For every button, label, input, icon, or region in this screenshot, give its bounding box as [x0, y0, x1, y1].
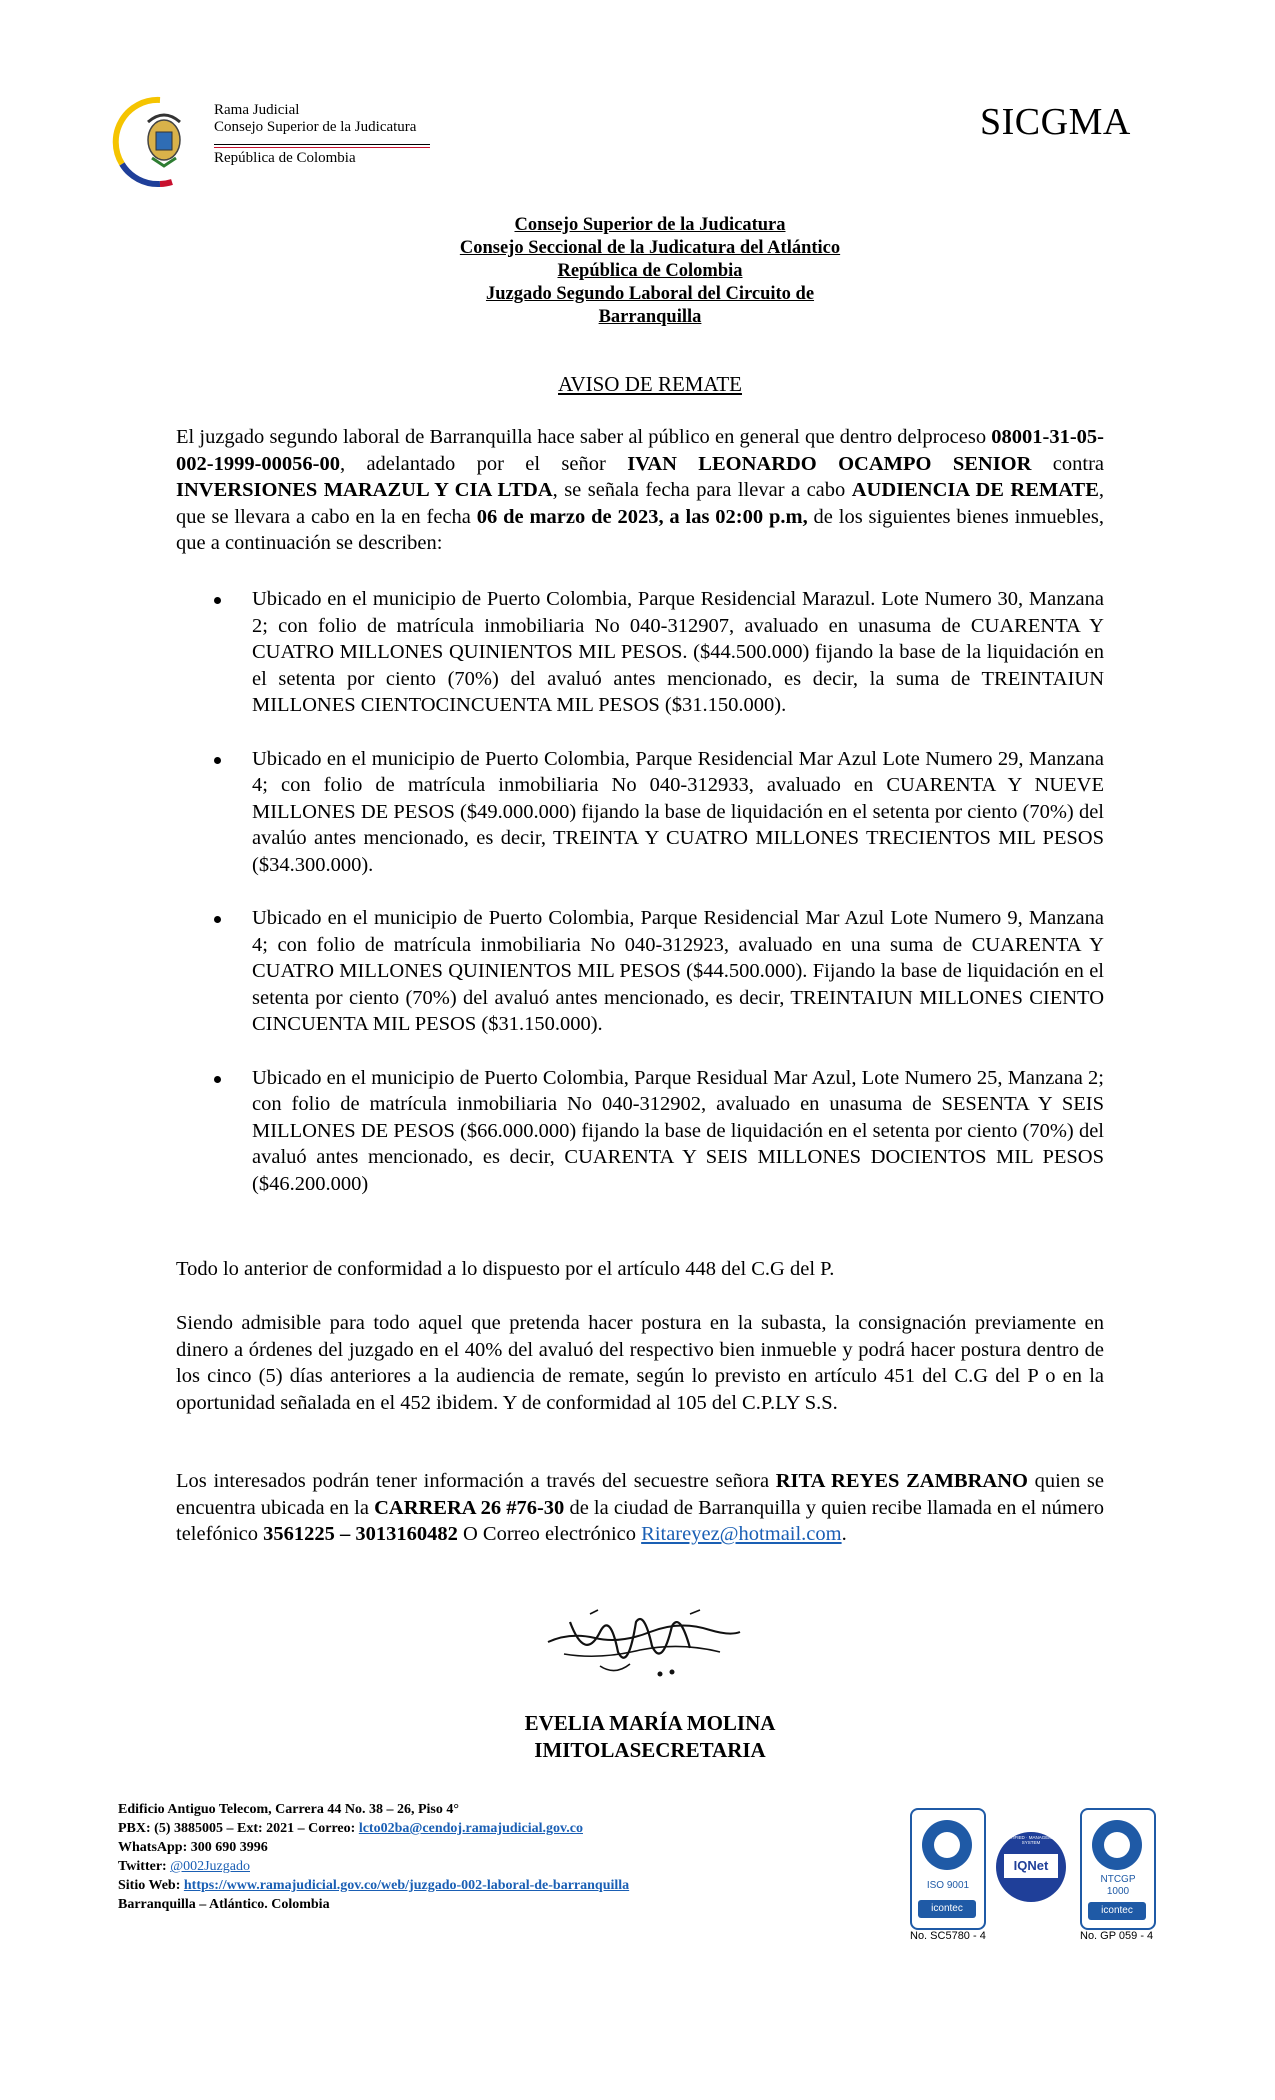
- intro-text-1: El juzgado segundo laboral de Barranquilla hace saber al público en general que dentro delproceso: [176, 426, 992, 448]
- legal-basis-paragraph: Todo lo anterior de conformidad a lo dispuesto por el artículo 448 del C.G del P.: [176, 1258, 835, 1280]
- issuer-header: [250, 214, 1050, 329]
- iso-number: No. SC5780 - 4: [910, 1930, 986, 1942]
- iso-9001-badge-icon: [910, 1808, 986, 1930]
- bullet-icon: [214, 597, 221, 604]
- property-description: Ubicado en el municipio de Puerto Colombia, Parque Residual Mar Azul, Lote Numero 25, Manzana 2; con folio de matrícula inmobiliaria No 040-312902, avaluado en unasuma de SESENTA Y SEIS MILLONES DE PESOS ($66.000.000) fijando la base de liquidación en el setenta por ciento (70%) del avaluó antes mencionado, es decir, CUARENTA Y SEIS MILLONES DOCIENTOS MIL PESOS ($46.200.000): [252, 1066, 1104, 1195]
- intro-text-4: , se señala fecha para llevar a cabo: [552, 479, 852, 501]
- logo-line-republica: República de Colombia: [214, 150, 356, 166]
- contact-text-3: de la ciudad de Barranquilla y quien recibe llamada en el número telefónico: [176, 1496, 1105, 1545]
- iso-label: ISO 9001: [926, 1880, 970, 1891]
- issuer-line-1: Consejo Superior de la Judicatura: [514, 215, 786, 235]
- footer-building: Edificio Antiguo Telecom, Carrera 44 No. 38 – 26, Piso 4°: [118, 1802, 459, 1817]
- ntcgp-label: NTCGP: [1100, 1874, 1136, 1885]
- hearing-type: AUDIENCIA DE REMATE: [851, 479, 1099, 501]
- logo-line-rama-judicial: Rama Judicial: [214, 102, 300, 118]
- logo-line-consejo: Consejo Superior de la Judicatura: [214, 119, 417, 135]
- iqnet-badge-icon: [996, 1832, 1066, 1902]
- property-description: Ubicado en el municipio de Puerto Colombia, Parque Residencial Mar Azul Lote Numero 29, Manzana 4; con folio de matrícula inmobiliaria No 040-312933, avaluado en CUARENTA Y NUEVE MILLONES DE PESOS ($49.000.000) fijando la base de liquidación en el setenta por ciento (70%) del avalúo antes mencionado, es decir, TREINTA Y CUATRO MILLONES TRECIENTOS MIL PESOS ($34.300.000).: [252, 747, 1104, 876]
- property-description: Ubicado en el municipio de Puerto Colombia, Parque Residencial Marazul. Lote Numero 30, Manzana 2; con folio de matrícula inmobiliaria No 040-312907, avaluado en unasuma de CUARENTA Y CUATRO MILLONES QUINIENTOS MIL PESOS. ($44.500.000) fijando la base de la liquidación en el setenta por ciento (70%) del avaluó antes mencionado, es decir, la suma de TREINTAIUN MILLONES CIENTOCINCUENTA MIL PESOS ($31.150.000).: [252, 588, 1104, 716]
- ntcgp-org: icontec: [1088, 1902, 1146, 1920]
- issuer-line-4: Juzgado Segundo Laboral del Circuito de: [485, 284, 815, 304]
- ntcgp-1000-badge-icon: [1080, 1808, 1156, 1930]
- footer-pbx-line: [118, 1819, 629, 1838]
- signer-title: IMITOLASECRETARIA: [534, 1738, 766, 1762]
- intro-text-3: contra: [1031, 452, 1104, 475]
- signer-block: [440, 1710, 860, 1764]
- ntcgp-number: No. GP 059 - 4: [1080, 1930, 1154, 1942]
- issuer-line-5: Barranquilla: [598, 307, 702, 327]
- logo-divider-red: [214, 147, 430, 148]
- list-item: [176, 746, 1104, 879]
- footer-twitter-link[interactable]: @002Juzgado: [170, 1859, 250, 1874]
- custodian-phones: 3561225 – 3013160482: [263, 1523, 458, 1545]
- logo-divider: [214, 144, 430, 145]
- ntcgp-year: 1000: [1106, 1886, 1130, 1897]
- hearing-date: 06 de marzo de 2023, a las 02:00 p.m,: [476, 505, 808, 528]
- contact-paragraph: [176, 1468, 1104, 1548]
- footer-twitter-label: Twitter:: [118, 1859, 171, 1874]
- footer-contact: [118, 1800, 629, 1914]
- custodian-name: RITA REYES ZAMBRANO: [775, 1470, 1028, 1492]
- footer-whatsapp: WhatsApp: 300 690 3996: [118, 1840, 268, 1855]
- footer-web-label: Sitio Web:: [118, 1878, 184, 1893]
- footer-web-link[interactable]: https://www.ramajudicial.gov.co/web/juzgado-002-laboral-de-barranquilla: [183, 1878, 630, 1893]
- bullet-icon: [214, 757, 221, 764]
- footer-web-line: [118, 1876, 629, 1895]
- list-item: [176, 1065, 1104, 1198]
- intro-text-6: de los siguientes bienes inmuebles, que a continuación se describen:: [176, 505, 1104, 554]
- rama-judicial-logo: [112, 94, 432, 190]
- issuer-line-2: Consejo Seccional de la Judicatura del Atlántico: [459, 238, 841, 258]
- iso-org: icontec: [918, 1900, 976, 1918]
- intro-text-2: , adelantado por el señor: [339, 452, 628, 475]
- footer-pbx-label: PBX: (5) 3885005 – Ext: 2021 – Correo:: [118, 1821, 359, 1836]
- intro-text-5: , que se llevara a cabo en la en fecha: [176, 479, 1104, 528]
- handwritten-signature: [540, 1602, 750, 1684]
- custodian-email-link[interactable]: Ritareyez@hotmail.com: [641, 1523, 842, 1545]
- bullet-icon: [214, 1076, 221, 1083]
- document-title: AVISO DE REMATE: [558, 372, 742, 396]
- contact-text-5: .: [841, 1523, 847, 1545]
- footer-city: Barranquilla – Atlántico. Colombia: [118, 1897, 330, 1912]
- contact-text-2: quien se encuentra ubicada en la: [176, 1470, 1104, 1519]
- footer-email-link[interactable]: lcto02ba@cendoj.ramajudicial.gov.co: [358, 1821, 583, 1836]
- colombia-coat-of-arms-icon: [112, 94, 208, 190]
- system-code: SICGMA: [980, 101, 1131, 143]
- list-item: [176, 905, 1104, 1038]
- footer-twitter-line: [118, 1857, 629, 1876]
- bidding-paragraph: Siendo admisible para todo aquel que pretenda hacer postura en la subasta, la consignación previamente en dinero a órdenes del juzgado en el 40% del avaluó del respectivo bien inmueble y podrá hacer postura dentro de los cinco (5) días anteriores a la audiencia de remate, según lo previsto en artículo 451 del C.G del P o en la oportunidad señalada en el 452 ibidem. Y de conformidad al 105 del C.P.LY S.S.: [176, 1312, 1104, 1414]
- bullet-icon: [214, 916, 221, 923]
- iqnet-label: IQNet: [1013, 1858, 1049, 1873]
- contact-text-1: Los interesados podrán tener información a través del secuestre señora: [176, 1470, 776, 1492]
- property-description: Ubicado en el municipio de Puerto Colombia, Parque Residencial Mar Azul Lote Numero 9, Manzana 4; con folio de matrícula inmobiliaria No 040-312923, avaluado en una suma de CUARENTA Y CUATRO MILLONES QUINIENTOS MIL PESOS ($44.500.000). Fijando la base de liquidación en el setenta por ciento (70%) del avaluó antes mencionado, es decir, TREINTAIUN MILLONES CIENTO CINCUENTA MIL PESOS ($31.150.000).: [252, 907, 1104, 1035]
- certification-badges: [910, 1808, 1160, 1958]
- issuer-line-3: República de Colombia: [557, 261, 743, 281]
- list-item: [176, 586, 1104, 719]
- iqnet-ring-text: CERTIFIED · MANAGEMENT SYSTEM: [1001, 1835, 1061, 1845]
- defendant-name: INVERSIONES MARAZUL Y CIA LTDA: [176, 479, 553, 501]
- contact-text-4: O Correo electrónico: [457, 1523, 642, 1545]
- custodian-address: CARRERA 26 #76-30: [374, 1496, 565, 1519]
- case-number: 08001-31-05-002-1999-00056-00: [176, 426, 1104, 475]
- property-list: [176, 586, 1104, 1224]
- intro-paragraph: [176, 424, 1104, 557]
- signer-name: EVELIA MARÍA MOLINA: [524, 1711, 776, 1735]
- plaintiff-name: IVAN LEONARDO OCAMPO SENIOR: [627, 452, 1032, 475]
